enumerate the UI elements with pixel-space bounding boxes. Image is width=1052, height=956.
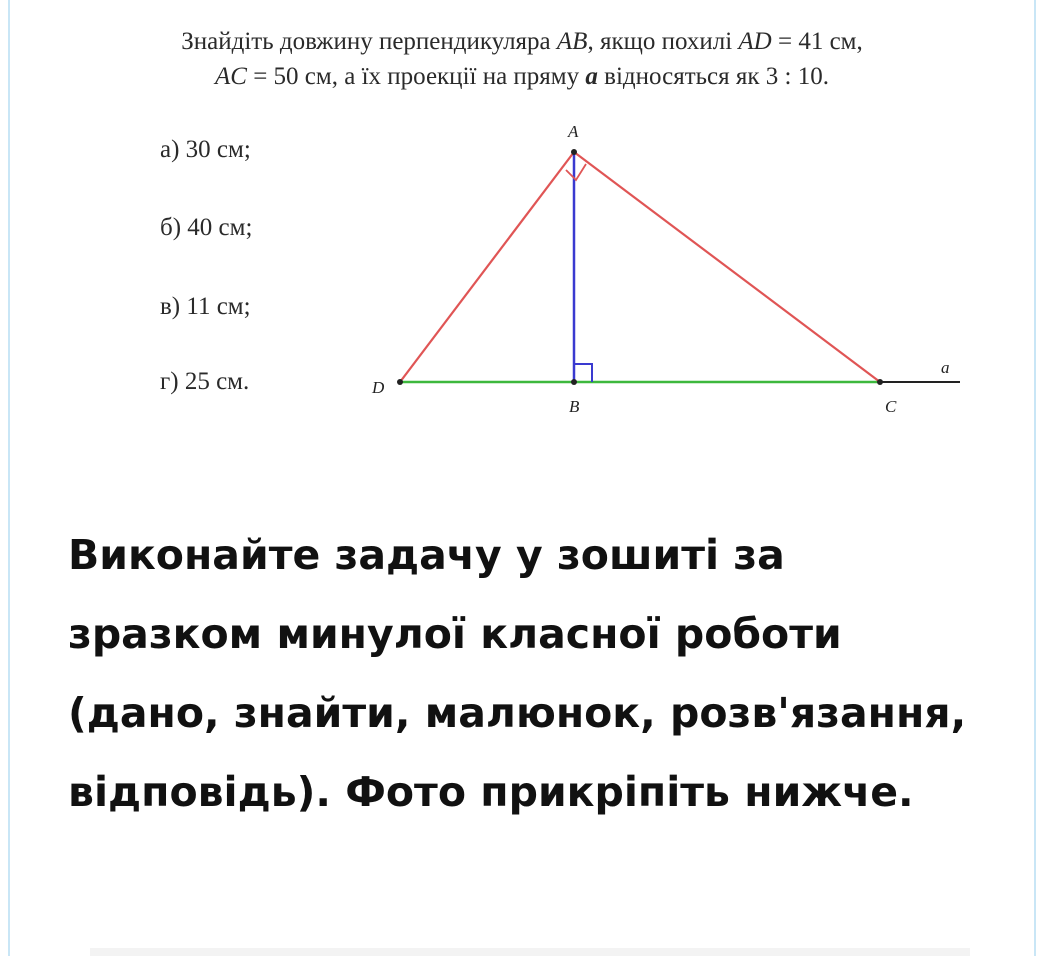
point-b-label: B <box>569 397 580 416</box>
point-d <box>397 379 403 385</box>
segment-ad-label: AD <box>738 28 772 55</box>
point-c-label: C <box>885 397 897 416</box>
triangle-diagram <box>10 0 1034 470</box>
problem-text: , якщо похилі <box>587 28 739 55</box>
point-d-label: D <box>372 378 385 397</box>
right-frame-border <box>1034 0 1036 956</box>
bottom-divider <box>90 948 970 956</box>
answer-option-d: г) 25 см. <box>160 368 250 395</box>
slant-ac <box>574 152 880 382</box>
point-b <box>571 379 577 385</box>
problem-text: відносяться як 3 : 10. <box>597 63 829 90</box>
problem-text: Знайдіть довжину перпендикуляра <box>181 28 557 55</box>
slant-ad <box>400 152 574 382</box>
point-a-label: A <box>568 122 579 141</box>
segment-ab-label: AB <box>556 28 588 55</box>
segment-ac-label: AC <box>215 63 247 90</box>
task-image <box>10 0 1034 470</box>
point-c <box>877 379 883 385</box>
answer-option-b: б) 40 см; <box>160 214 253 241</box>
right-angle-marker-b <box>574 364 592 382</box>
line-a-label: a <box>585 63 598 90</box>
right-angle-marker-a <box>566 164 586 180</box>
answer-option-c: в) 11 см; <box>160 293 251 320</box>
problem-text: = 41 см, <box>771 28 863 55</box>
instruction-text: Виконайте задачу у зошиті за зразком минулої класної роботи (дано, знайти, малюнок, розв'язання, відповідь). Фото прикріпіть нижче. <box>68 531 967 816</box>
answer-option-a: а) 30 см; <box>160 136 251 163</box>
line-a-diagram-label: a <box>941 358 950 377</box>
problem-text: = 50 см, а їх проекції на пряму <box>246 63 586 90</box>
point-a <box>571 149 577 155</box>
